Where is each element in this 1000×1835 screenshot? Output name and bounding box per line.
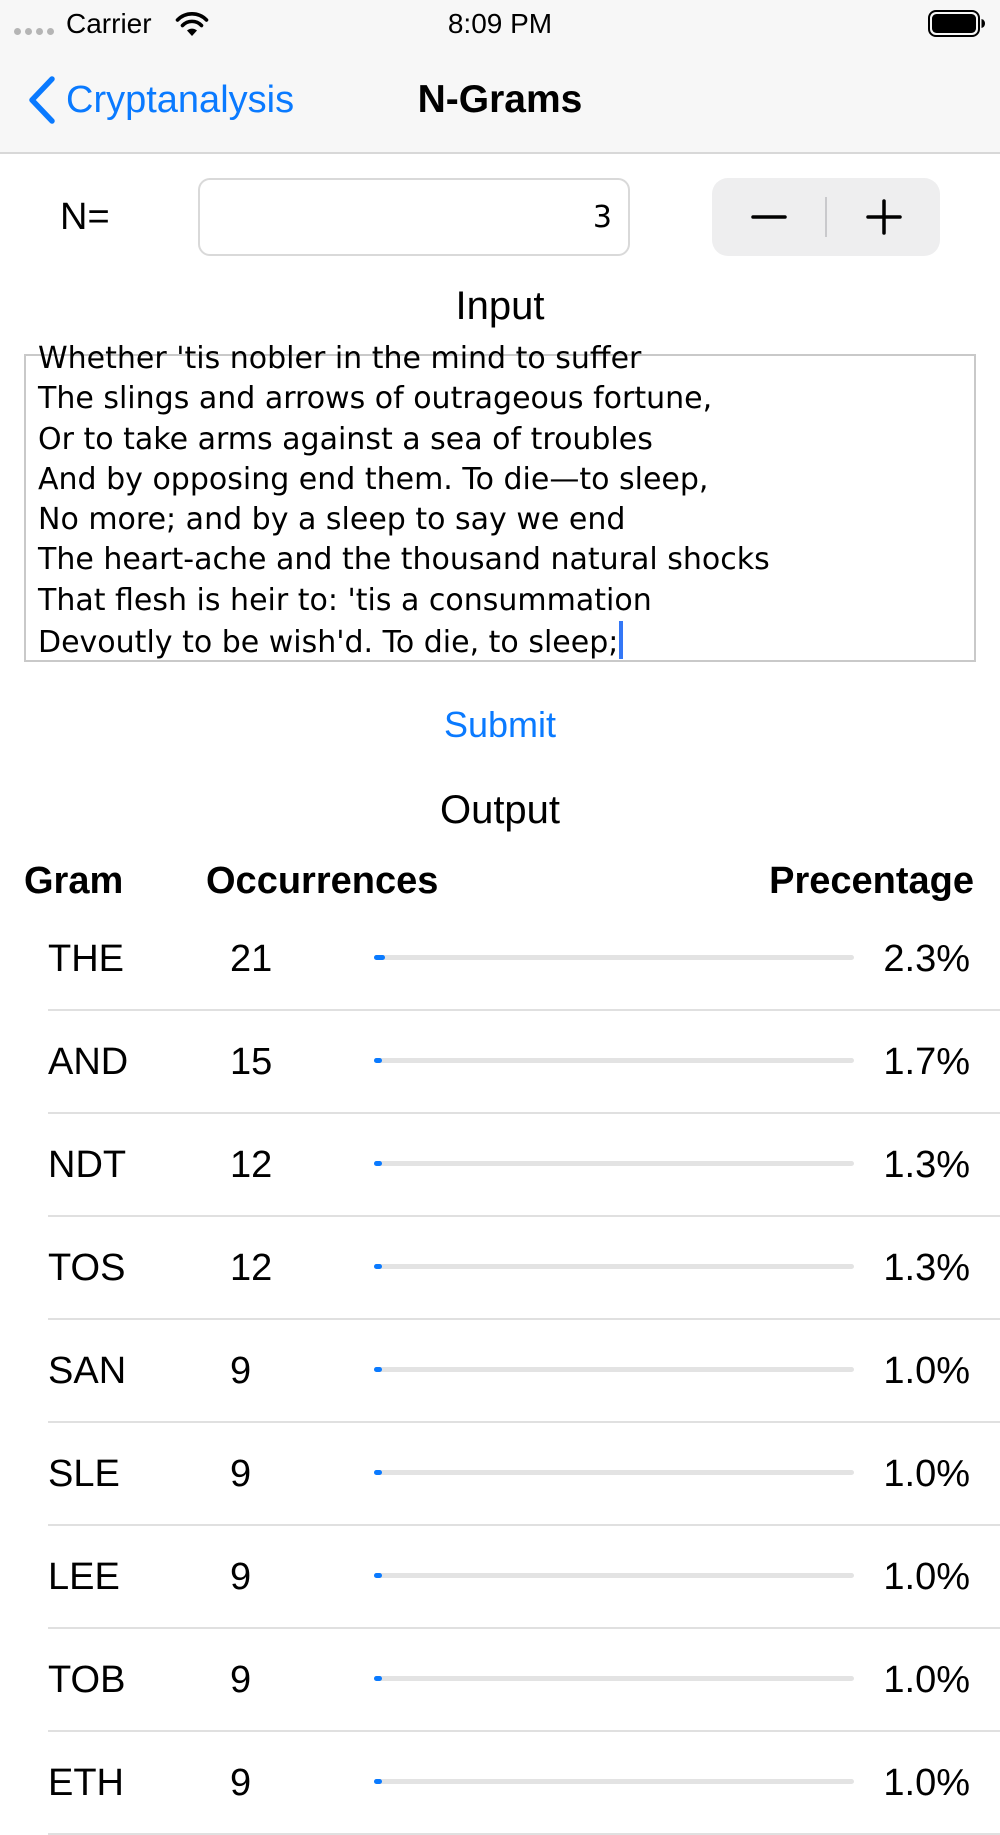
table-row[interactable] [0, 1217, 1000, 1320]
row-occurrences: 9 [230, 1762, 252, 1804]
row-progress-fill [374, 1264, 382, 1269]
input-text-line [38, 621, 770, 663]
n-label: N= [60, 196, 110, 238]
row-gram: LEE [48, 1556, 120, 1598]
row-occurrences: 21 [230, 938, 273, 980]
row-gram: TOB [48, 1659, 126, 1701]
column-header-occurrences: Occurrences [206, 860, 439, 902]
table-row[interactable] [0, 908, 1000, 1011]
row-occurrences: 15 [230, 1041, 273, 1083]
submit-button[interactable]: Submit [443, 704, 557, 745]
input-text-line: No more; and by a sleep to say we end [38, 502, 626, 538]
row-progress-bar [374, 1470, 854, 1475]
row-percentage: 1.0% [883, 1659, 970, 1701]
row-percentage: 1.0% [883, 1762, 970, 1804]
output-section-title: Output [439, 788, 561, 832]
carrier-label: Carrier [66, 8, 152, 39]
row-progress-bar [374, 1161, 854, 1166]
table-row[interactable] [0, 1526, 1000, 1629]
input-text-line: The heart-ache and the thousand natural shocks [38, 542, 770, 578]
status-time: 8:09 PM [447, 8, 553, 39]
row-occurrences: 12 [230, 1144, 273, 1186]
page-title: N-Grams [417, 78, 583, 121]
row-progress-bar [374, 1779, 854, 1784]
row-percentage: 1.0% [883, 1350, 970, 1392]
battery-icon [928, 10, 986, 37]
row-gram: SLE [48, 1453, 120, 1495]
row-percentage: 1.3% [883, 1247, 970, 1289]
table-row[interactable] [0, 1732, 1000, 1835]
row-gram: THE [48, 938, 124, 980]
input-text-area[interactable] [24, 341, 976, 662]
row-occurrences: 9 [230, 1350, 252, 1392]
row-gram: AND [48, 1041, 129, 1083]
row-progress-bar [374, 1264, 854, 1269]
row-progress-fill [374, 1470, 382, 1475]
input-section-title: Input [455, 284, 545, 328]
table-row[interactable] [0, 1011, 1000, 1114]
row-progress-fill [374, 955, 385, 960]
column-header-gram: Gram [24, 860, 124, 902]
table-row[interactable] [0, 1114, 1000, 1217]
row-percentage: 2.3% [883, 938, 970, 980]
text-caret [619, 621, 623, 659]
input-text [38, 339, 770, 663]
table-row[interactable] [0, 1320, 1000, 1423]
row-gram: NDT [48, 1144, 127, 1186]
n-stepper [712, 178, 940, 256]
decrement-button[interactable] [712, 178, 825, 256]
row-gram: TOS [48, 1247, 126, 1289]
row-gram: ETH [48, 1762, 124, 1804]
increment-button[interactable] [827, 178, 940, 256]
input-text-line: That flesh is heir to: 'tis a consummation [38, 582, 652, 618]
row-gram: SAN [48, 1350, 127, 1392]
column-header-percentage: Precentage [769, 860, 974, 902]
row-progress-bar [374, 1573, 854, 1578]
row-percentage: 1.3% [883, 1144, 970, 1186]
row-progress-bar [374, 955, 854, 960]
input-text-line: Whether 'tis nobler in the mind to suffer [38, 341, 642, 376]
row-occurrences: 12 [230, 1247, 273, 1289]
status-bar [0, 0, 1000, 48]
row-occurrences: 9 [230, 1453, 252, 1495]
row-percentage: 1.7% [883, 1041, 970, 1083]
navigation-bar [0, 48, 1000, 154]
row-progress-fill [374, 1161, 382, 1166]
row-occurrences: 9 [230, 1556, 252, 1598]
plus-icon [865, 198, 903, 236]
table-row[interactable] [0, 1629, 1000, 1732]
row-progress-fill [374, 1676, 382, 1681]
row-progress-bar [374, 1676, 854, 1681]
input-text-line: And by opposing end them. To die—to sleep, [38, 461, 709, 497]
row-percentage: 1.0% [883, 1453, 970, 1495]
row-progress-fill [374, 1779, 382, 1784]
input-text-line: Or to take arms against a sea of troubles [38, 421, 653, 457]
row-progress-fill [374, 1058, 382, 1063]
row-progress-bar [374, 1367, 854, 1372]
row-occurrences: 9 [230, 1659, 252, 1701]
minus-icon [750, 198, 788, 236]
results-table[interactable] [0, 908, 1000, 1835]
n-value-field[interactable] [198, 178, 630, 256]
input-text-line-content: Devoutly to be wish'd. To die, to sleep; [38, 625, 619, 661]
table-row[interactable] [0, 1423, 1000, 1526]
row-progress-fill [374, 1367, 382, 1372]
row-percentage: 1.0% [883, 1556, 970, 1598]
row-progress-bar [374, 1058, 854, 1063]
row-progress-fill [374, 1573, 382, 1578]
input-text-line: The slings and arrows of outrageous fortune, [38, 381, 713, 417]
back-button-label: Cryptanalysis [66, 78, 295, 121]
